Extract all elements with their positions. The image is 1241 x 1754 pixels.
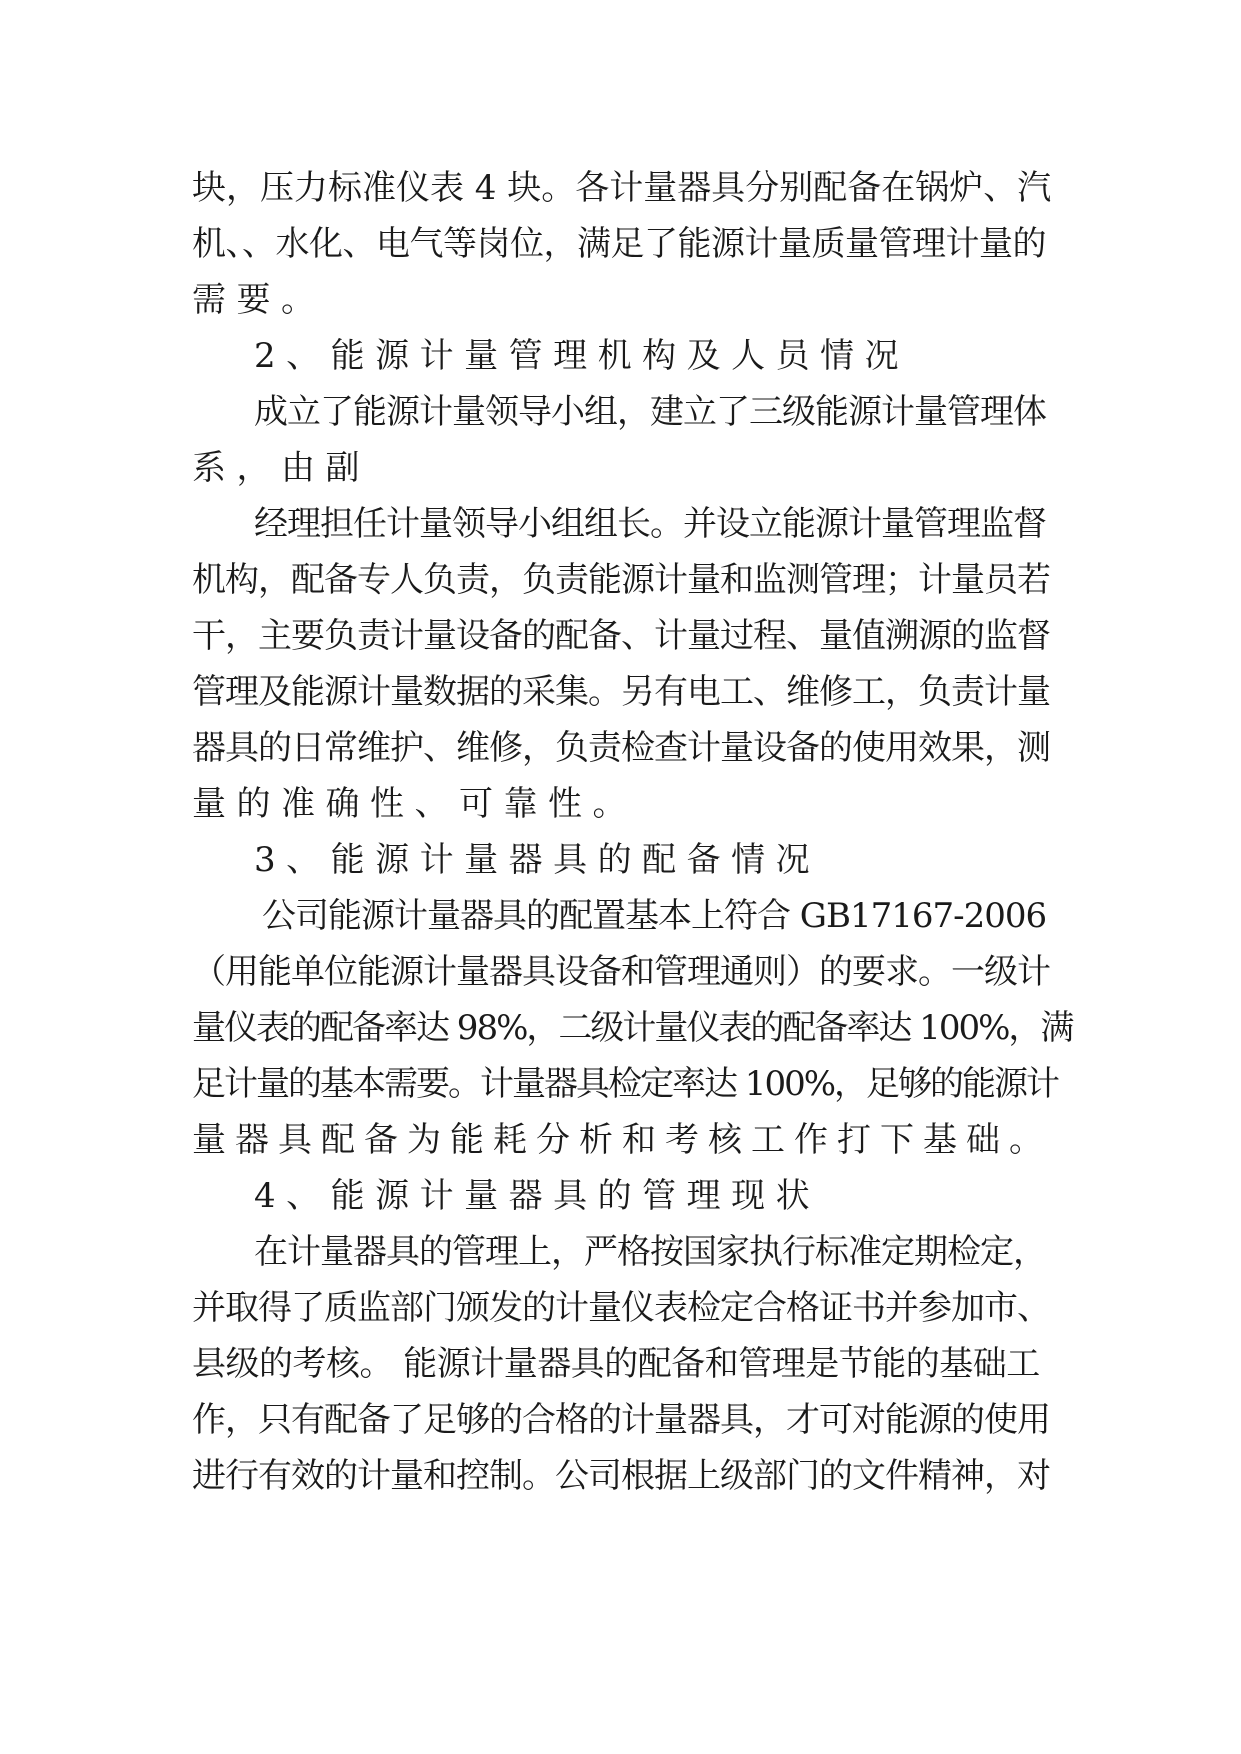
paragraph-line: 块，压力标准仪表 4 块。各计量器具分别配备在锅炉、汽 (192, 168, 1052, 208)
paragraph-line: 系，由副 (192, 448, 370, 488)
section-heading: 4、能源计量器具的管理现状 (254, 1176, 821, 1216)
paragraph-line: 经理担任计量领导小组组长。并设立能源计量管理监督 (254, 504, 1046, 544)
paragraph-line: 在计量器具的管理上，严格按国家执行标准定期检定， (254, 1232, 1046, 1272)
paragraph-line: 成立了能源计量领导小组，建立了三级能源计量管理体 (254, 392, 1046, 432)
paragraph-line: 机构，配备专人负责，负责能源计量和监测管理；计量员若 (192, 560, 1050, 600)
paragraph-line: （用能单位能源计量器具设备和管理通则）的要求。一级计 (192, 952, 1050, 992)
paragraph-line: 公司能源计量器具的配置基本上符合 GB17167-2006 (262, 896, 1047, 936)
paragraph-line: 并取得了质监部门颁发的计量仪表检定合格证书并参加市、 (192, 1288, 1050, 1328)
paragraph-line: 量器具配备为能耗分析和考核工作打下基础。 (192, 1120, 1052, 1160)
paragraph-line: 需要。 (192, 280, 326, 320)
section-heading: 3、能源计量器具的配备情况 (254, 840, 821, 880)
paragraph-line: 量仪表的配备率达 98%，二级计量仪表的配备率达 100%，满 (192, 1008, 1073, 1048)
paragraph-line: 足计量的基本需要。计量器具检定率达 100%，足够的能源计 (192, 1064, 1059, 1104)
paragraph-line: 机、、水化、电气等岗位，满足了能源计量质量管理计量的 (192, 224, 1046, 264)
paragraph-line: 干，主要负责计量设备的配备、计量过程、量值溯源的监督 (192, 616, 1050, 656)
paragraph-line: 器具的日常维护、维修，负责检查计量设备的使用效果，测 (192, 728, 1050, 768)
paragraph-line: 进行有效的计量和控制。公司根据上级部门的文件精神，对 (192, 1456, 1050, 1496)
paragraph-line: 管理及能源计量数据的采集。另有电工、维修工，负责计量 (192, 672, 1050, 712)
paragraph-line: 量的准确性、可靠性。 (192, 784, 637, 824)
paragraph-line: 县级的考核。 能源计量器具的配备和管理是节能的基础工 (192, 1344, 1040, 1384)
paragraph-line: 作，只有配备了足够的合格的计量器具，才可对能源的使用 (192, 1400, 1050, 1440)
section-heading: 2、能源计量管理机构及人员情况 (254, 336, 910, 376)
